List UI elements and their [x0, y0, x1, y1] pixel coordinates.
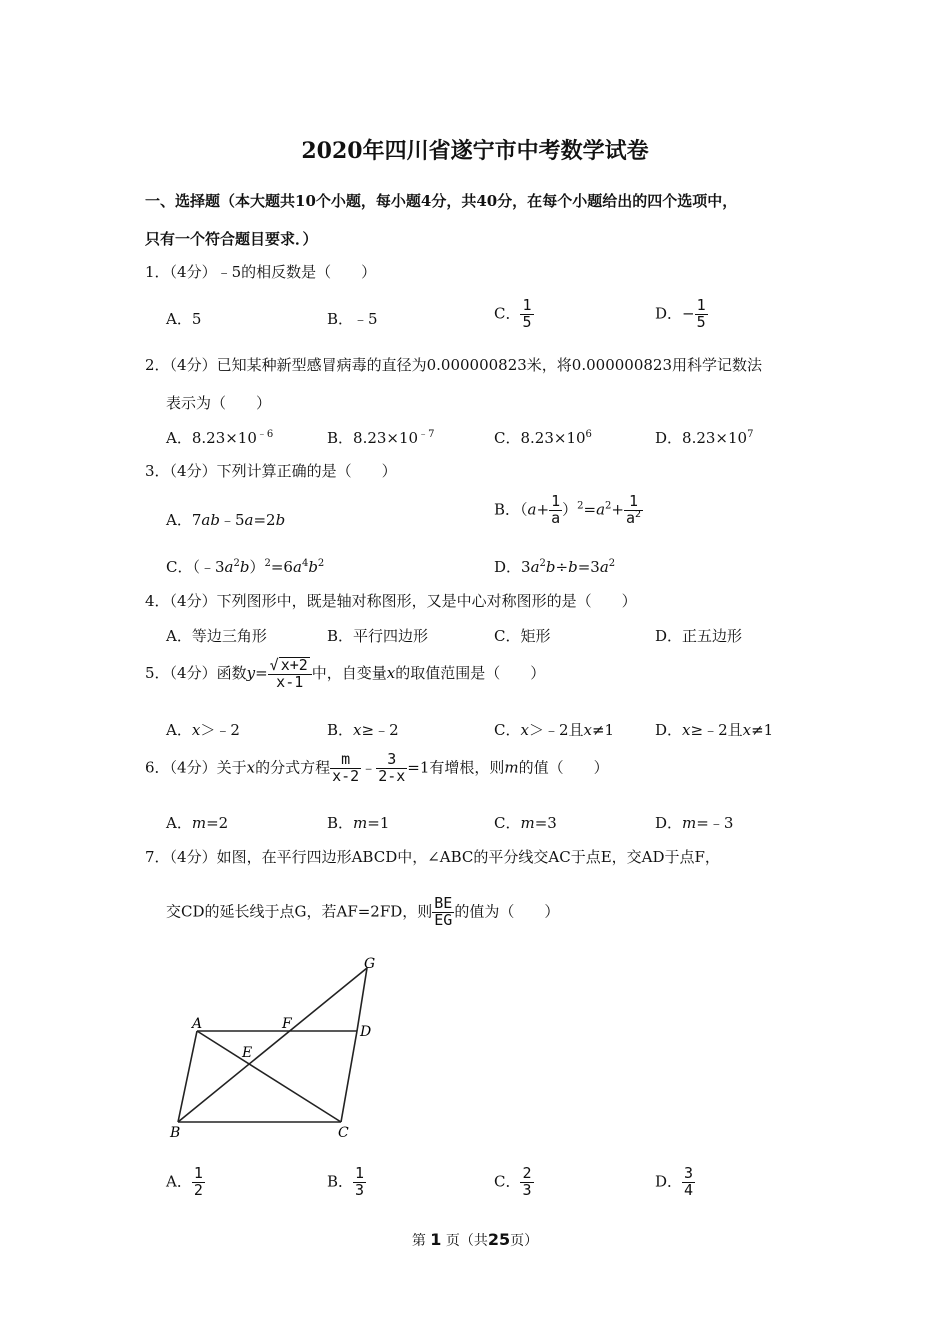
q5-stem: 5．（4分）函数y= $\frac{√ x+2}{x-1}$ 中，自变量x的取值范围是（ ） — [145, 656, 546, 691]
q2-stem-line-2: 表示为（ ） — [166, 394, 272, 412]
q5-option-c: C．x＞﹣2且x≠1 — [494, 721, 615, 739]
q1-option-c: C． $\frac{1}{5}$ — [494, 296, 532, 331]
q3-option-a: A．7ab﹣5a=2b — [166, 511, 286, 529]
q2-option-a: A．$8.23\times 10^{﹣6}$ — [166, 429, 274, 447]
q2-option-b: B．$8.23\times 10^{﹣7}$ — [327, 429, 435, 447]
point-label-B: B — [170, 1125, 181, 1141]
page-total: 25 — [487, 1230, 511, 1249]
segment-CD — [341, 1031, 357, 1122]
section-heading-line-2: 只有一个符合题目要求．） — [145, 230, 318, 248]
q2-option-c: C．$8.23\times 10^6$ — [494, 429, 592, 447]
page-footer: 第 1 页（共25页） — [411, 1230, 539, 1249]
q4-stem: 4．（4分）下列图形中，既是轴对称图形，又是中心对称图形的是（ ） — [145, 592, 637, 610]
q7-stem-line-1: 7．（4分）如图，在平行四边形ABCD中，∠ABC的平分线交AC于点E，交AD于点F， — [145, 848, 720, 866]
q4-option-c: C．矩形 — [494, 627, 551, 645]
q1-stem: 1．（4分）﹣5的相反数是（ ） — [145, 263, 377, 281]
segment-BG — [178, 968, 367, 1122]
point-label-D: D — [360, 1024, 372, 1040]
parallelogram-figure — [160, 948, 400, 1148]
q3-stem: 3．（4分）下列计算正确的是（ ） — [145, 462, 397, 480]
point-label-G: G — [364, 956, 376, 972]
q5-option-d: D．x≥﹣2且x≠1 — [655, 721, 774, 739]
segment-AC — [197, 1031, 341, 1122]
q6-option-a: A．m=2 — [166, 814, 229, 832]
q1-option-a: A．5 — [166, 310, 202, 328]
q6-stem: 6．（4分）关于x的分式方程 $\frac{m}{x-2}$ ﹣ $\frac{3}{2-x}$ =1有增根，则m的值（ ） — [145, 750, 609, 785]
q7-option-b: B． $\frac{1}{3}$ — [327, 1164, 365, 1199]
q1-option-d: D．− $\frac{1}{5}$ — [655, 296, 706, 331]
q4-option-d: D．正五边形 — [655, 627, 743, 645]
q7-option-d: D． $\frac{3}{4}$ — [655, 1164, 694, 1199]
point-label-F: F — [282, 1016, 292, 1032]
q6-option-d: D．m=﹣3 — [655, 814, 734, 832]
q7-option-c: C． $\frac{2}{3}$ — [494, 1164, 532, 1199]
q2-option-d: D．$8.23\times 10^7$ — [655, 429, 754, 447]
q5-option-a: A．x＞﹣2 — [166, 721, 240, 739]
q2-stem-line-1: 2．（4分）已知某种新型感冒病毒的直径为0.000000823米，将0.000000823用科学记数法 — [145, 356, 762, 374]
q3-option-b: B．（a+ $\frac{1}{a}$ ）$^2=a^2+$ $\frac{1}{a^2}$ — [494, 492, 642, 527]
q3-option-d: D．$3a^2b\div b=3a^2$ — [494, 558, 616, 576]
q5-option-b: B．x≥﹣2 — [327, 721, 399, 739]
point-label-E: E — [242, 1045, 253, 1061]
page-title: 2020年四川省遂宁市中考数学试卷 — [301, 138, 649, 164]
q3-option-c: C．$(﹣3a^2b)^2=6a^4b^2$ — [166, 558, 325, 576]
segment-DG — [357, 968, 367, 1031]
q6-option-c: C．m=3 — [494, 814, 557, 832]
q4-option-b: B．平行四边形 — [327, 627, 429, 645]
point-label-A: A — [192, 1016, 203, 1032]
q4-option-a: A．等边三角形 — [166, 627, 267, 645]
q1-option-b: B．﹣5 — [327, 310, 378, 328]
page-number: 1 — [430, 1230, 442, 1249]
q7-stem-line-2: 交CD的延长线于点G，若AF=2FD，则 $\frac{BE}{EG}$ 的值为（ ） — [166, 894, 560, 929]
q7-option-a: A． $\frac{1}{2}$ — [166, 1164, 203, 1199]
point-label-C: C — [338, 1125, 349, 1141]
q6-option-b: B．m=1 — [327, 814, 390, 832]
section-heading-line-1: 一、选择题（本大题共10个小题，每小题4分，共40分，在每个小题给出的四个选项中， — [145, 192, 738, 210]
